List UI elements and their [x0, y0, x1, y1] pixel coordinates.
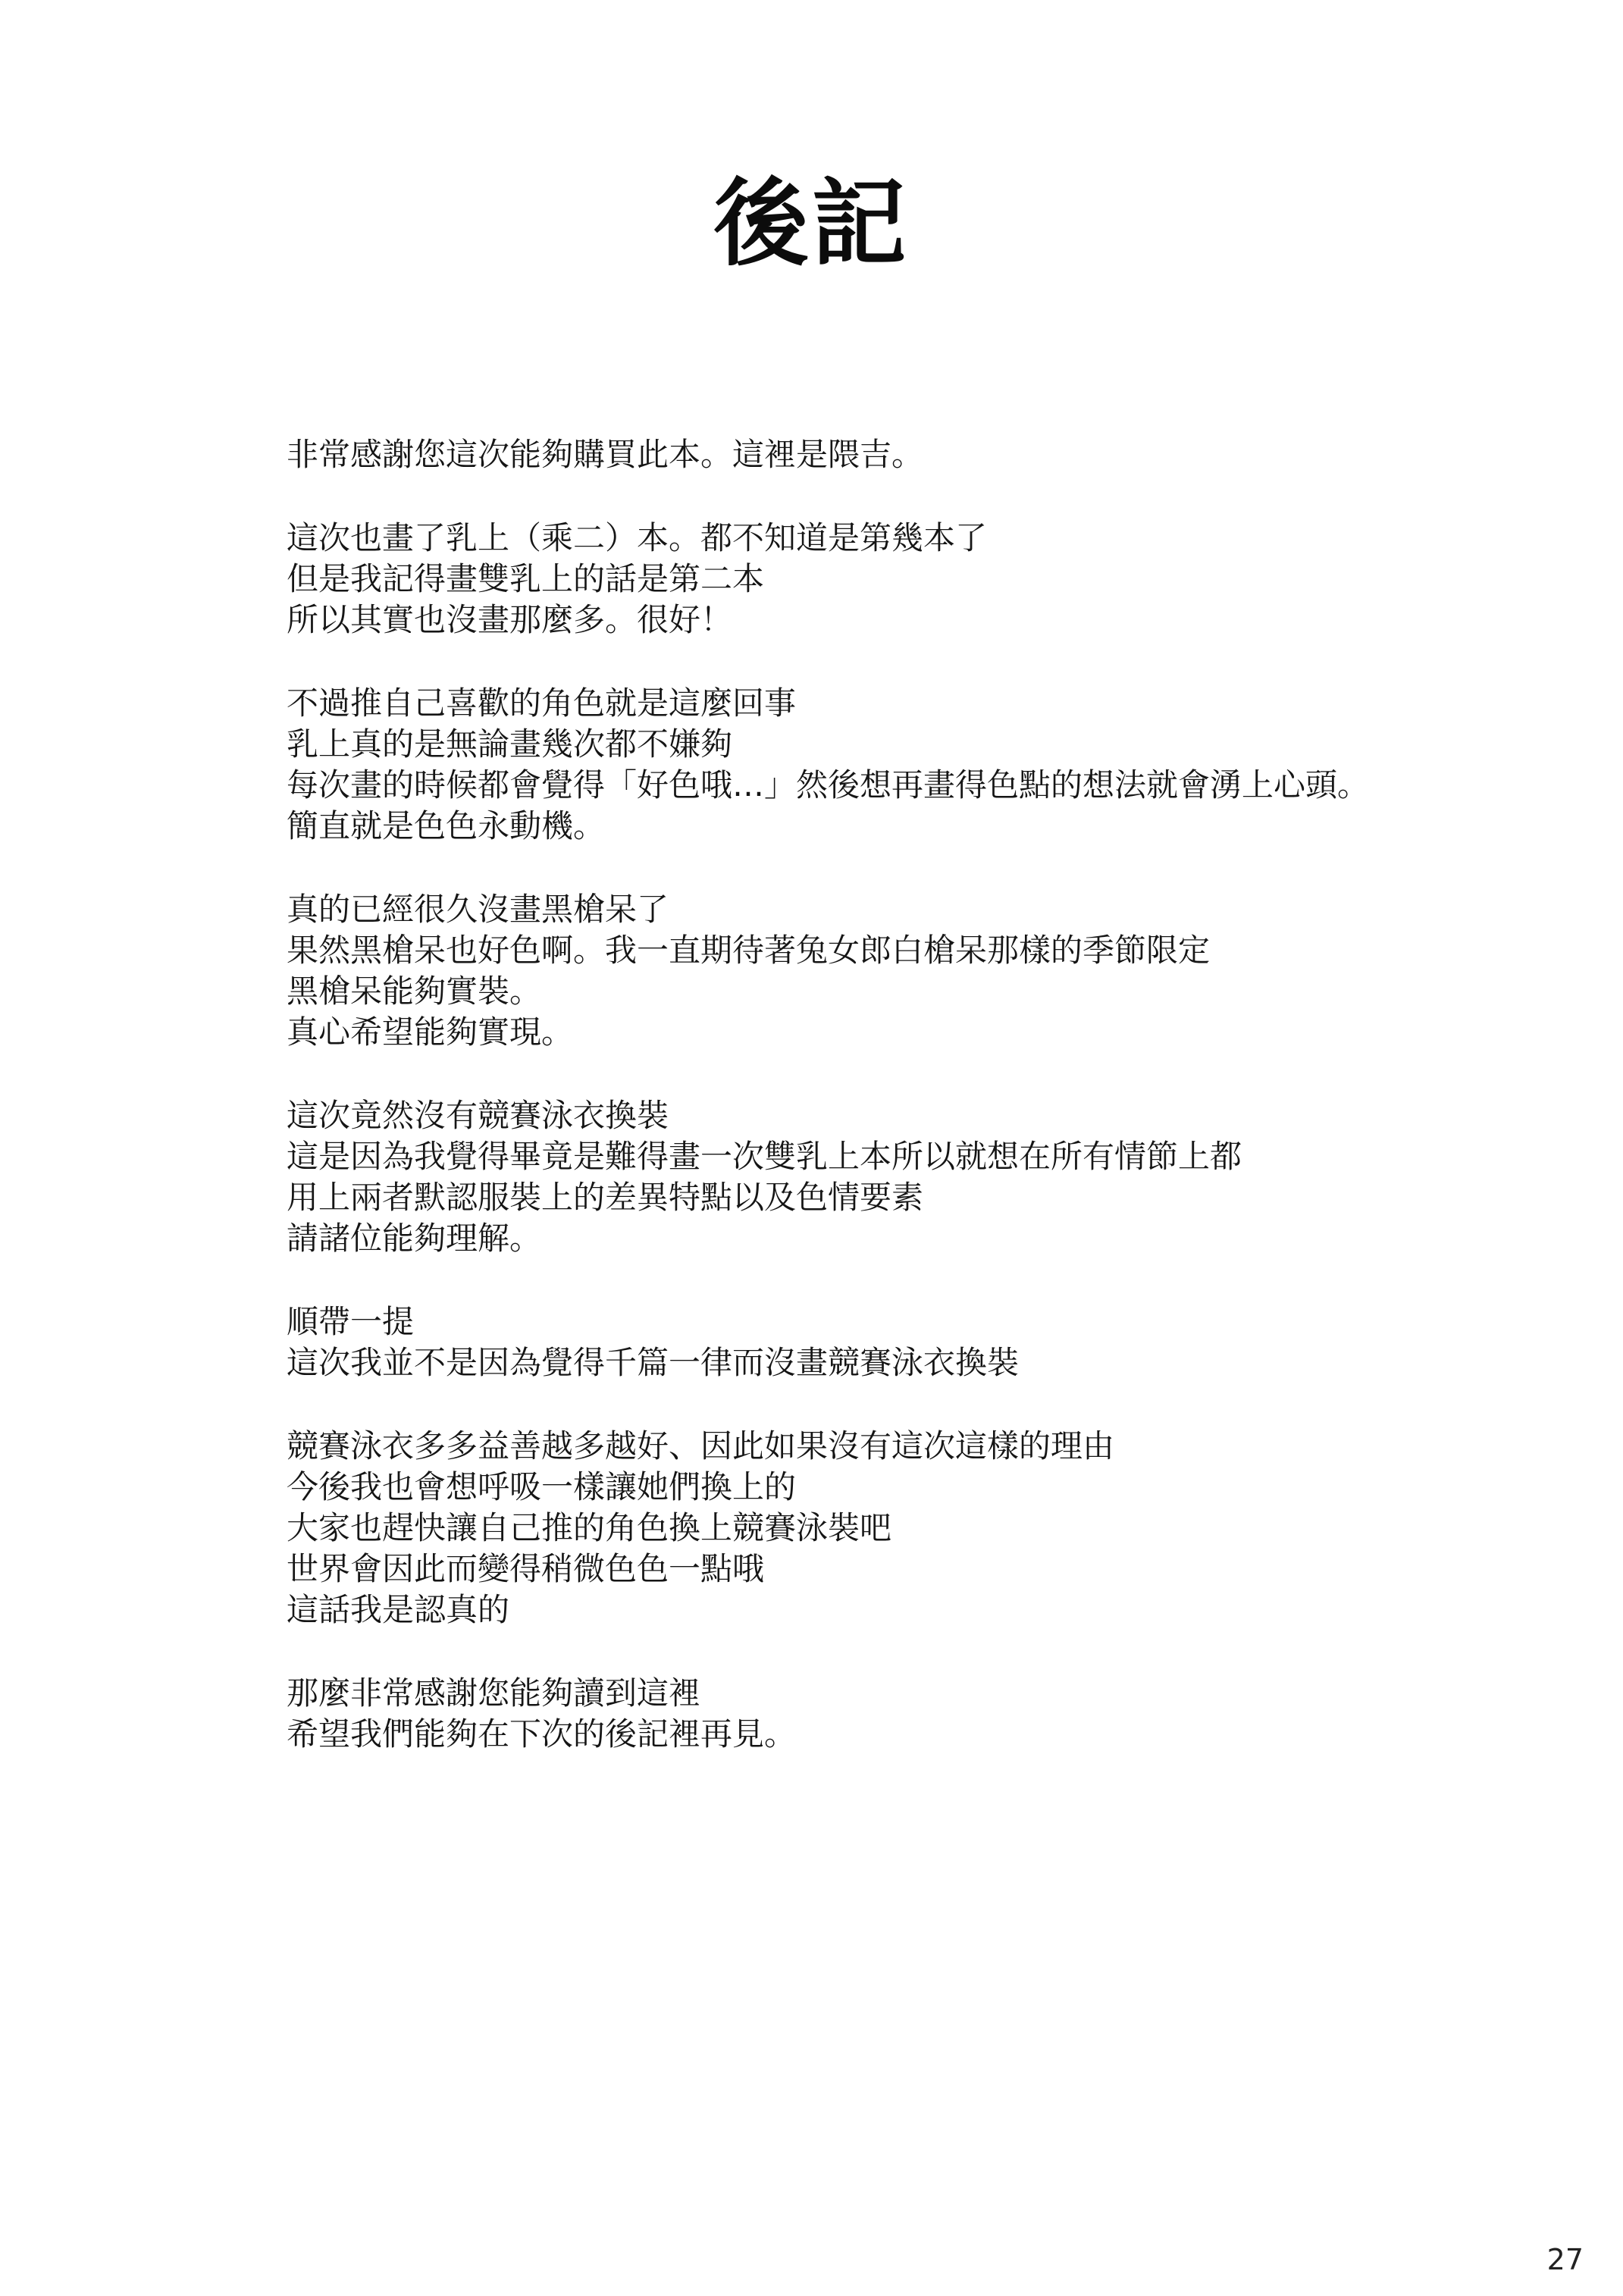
paragraph-3 — [287, 683, 1590, 847]
text-line: 這是因為我覺得畢竟是難得畫一次雙乳上本所以就想在所有情節上都 — [287, 1138, 1242, 1175]
paragraph-4 — [287, 889, 1590, 1053]
text-line: 所以其實也沒畫那麼多。很好！ — [287, 601, 733, 638]
text-line: 這次竟然沒有競賽泳衣換裝 — [287, 1097, 669, 1134]
text-line: 今後我也會想呼吸一樣讓她們換上的 — [287, 1468, 797, 1505]
paragraph-6 — [287, 1301, 1590, 1383]
afterword-body — [287, 434, 1590, 1797]
text-line: 真的已經很久沒畫黑槍呆了 — [287, 891, 669, 928]
paragraph-8 — [287, 1673, 1590, 1755]
text-line: 乳上真的是無論畫幾次都不嫌夠 — [287, 725, 733, 763]
text-line: 世界會因此而變得稍微色色一點哦 — [287, 1550, 765, 1587]
text-line: 非常感謝您這次能夠購買此本。這裡是隈吉。 — [287, 436, 924, 473]
paragraph-2 — [287, 518, 1590, 641]
text-line: 那麼非常感謝您能夠讀到這裡 — [287, 1674, 701, 1712]
text-line: 大家也趕快讓自己推的角色換上競賽泳裝吧 — [287, 1509, 892, 1546]
text-line: 黑槍呆能夠實裝。 — [287, 973, 542, 1010]
text-line: 果然黑槍呆也好色啊。我一直期待著兔女郎白槍呆那樣的季節限定 — [287, 932, 1211, 969]
text-line: 這次我並不是因為覺得千篇一律而沒畫競賽泳衣換裝 — [287, 1344, 1020, 1381]
page-title: 後記 — [713, 168, 910, 279]
text-line: 請諸位能夠理解。 — [287, 1220, 542, 1257]
paragraph-7 — [287, 1426, 1590, 1630]
text-line: 不過推自己喜歡的角色就是這麼回事 — [287, 684, 797, 722]
text-line: 真心希望能夠實現。 — [287, 1013, 574, 1051]
text-line: 希望我們能夠在下次的後記裡再見。 — [287, 1715, 797, 1753]
paragraph-1 — [287, 434, 1590, 475]
text-line: 但是我記得畫雙乳上的話是第二本 — [287, 560, 765, 597]
text-line: 每次畫的時候都會覺得「好色哦…」然後想再畫得色點的想法就會湧上心頭。 — [287, 766, 1370, 803]
text-line: 這次也畫了乳上（乘二）本。都不知道是第幾本了 — [287, 519, 988, 556]
text-line: 這話我是認真的 — [287, 1591, 510, 1628]
page-number: 27 — [1546, 2243, 1584, 2276]
text-line: 順帶一提 — [287, 1303, 415, 1340]
text-line: 用上兩者默認服裝上的差異特點以及色情要素 — [287, 1179, 924, 1216]
paragraph-5 — [287, 1095, 1590, 1259]
text-line: 競賽泳衣多多益善越多越好、因此如果沒有這次這樣的理由 — [287, 1427, 1115, 1464]
text-line: 簡直就是色色永動機。 — [287, 807, 606, 844]
